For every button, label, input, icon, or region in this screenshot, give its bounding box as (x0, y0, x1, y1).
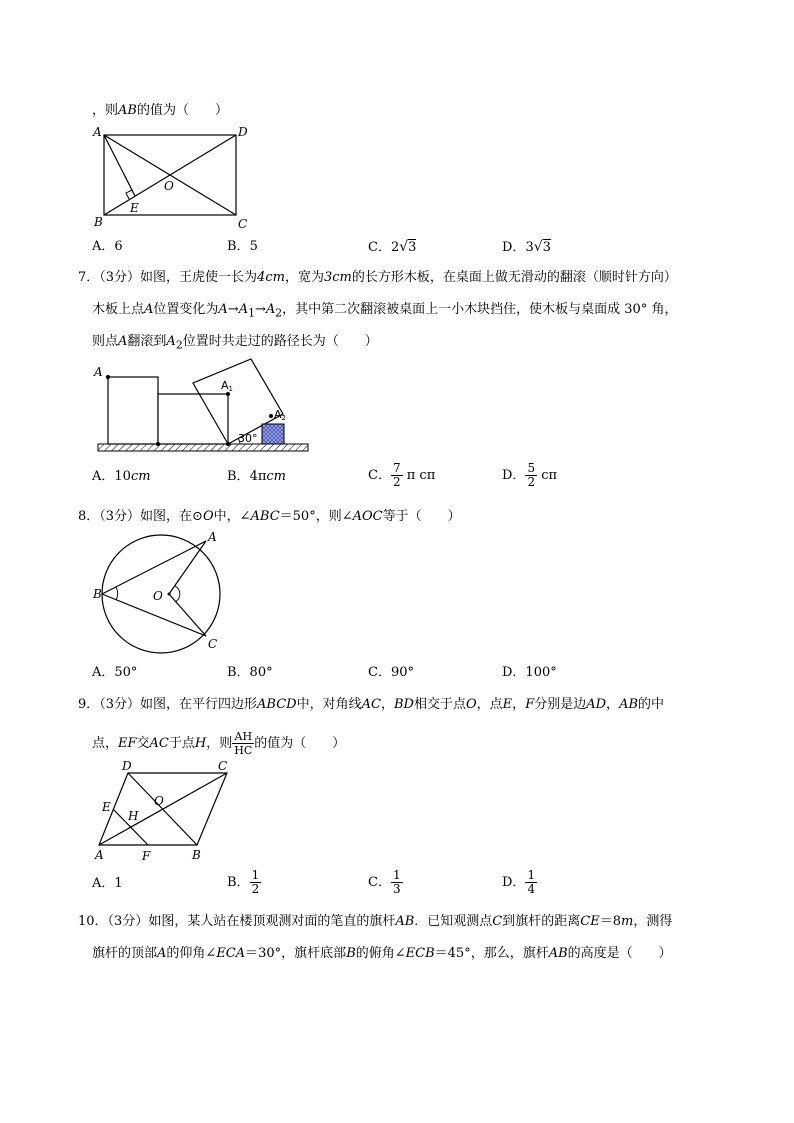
q9-line-1: 9．（3分）如图，在平行四边形ABCD中，对角线AC，BD相交于点O，点E，F分别是边AD，AB的中 (78, 697, 665, 712)
q8-circle-figure (92, 528, 242, 658)
q8-label-C: C (208, 637, 218, 651)
q10-line-1: 10．（3分）如图，某人站在楼顶观测对面的笔直的旗杆AB．已知观测点C到旗杆的距离CE＝8m，测得 (78, 914, 673, 929)
q9-label-E: E (102, 800, 111, 814)
q8-text: 8．（3分）如图，在⊙O中，∠ABC＝50°，则∠AOC等于（ ） (78, 509, 461, 524)
q6-label-B: B (94, 215, 103, 229)
q6-tail-text: ，则AB的值为（ ） (92, 103, 228, 118)
q7-option-b[interactable]: B．4πcm (227, 469, 286, 484)
q6-label-O: O (164, 179, 174, 193)
q9-option-a[interactable]: A．1 (92, 876, 123, 891)
q6-option-d[interactable]: D．3√3 (502, 239, 551, 255)
q9-label-D: D (122, 759, 132, 773)
q7-line-2: 木板上点A位置变化为$A\to A_1\to A_2$，其中第二次翻滚被桌面上一小木块挡住，使木板与桌面成 30° 角， (92, 302, 678, 320)
q9-label-B: B (192, 848, 201, 862)
q6-label-C: C (238, 217, 248, 231)
q7-option-a[interactable]: A．10cm (92, 469, 151, 484)
q7-label-A2: A2 (274, 408, 286, 422)
q7-label-A: A (94, 365, 103, 379)
q9-label-O: O (154, 794, 164, 808)
q8-label-O: O (153, 589, 163, 603)
q9-option-c[interactable]: C． $\frac{1}{3}$ (368, 868, 401, 896)
q6-rectangle-figure (92, 124, 252, 234)
q8-option-d[interactable]: D．100° (502, 665, 557, 680)
q7-line-3: 则点A翻滚到$A_2$位置时共走过的路径长为（ ） (92, 334, 378, 352)
q7-option-d[interactable]: D． $\frac{5}{2}$ cπ (502, 461, 558, 489)
q7-label-A1: A1 (221, 379, 233, 393)
q8-label-B: B (93, 587, 102, 601)
q9-option-d[interactable]: D． $\frac{1}{4}$ (502, 868, 536, 896)
q9-label-H: H (128, 809, 139, 823)
q7-option-c[interactable]: C． $\frac{7}{2}$ π cπ (368, 461, 436, 489)
q6-option-b[interactable]: B．5 (227, 239, 258, 254)
q10-line-2: 旗杆的顶部A的仰角∠ECA＝30°，旗杆底部B的俯角∠ECB＝45°，那么，旗杆AB的高度是（ ） (92, 946, 672, 961)
q9-line-2: 点，EF交AC于点H，则 $\frac{AH}{HC}$ 的值为（ ） (92, 730, 346, 757)
q9-label-C: C (218, 759, 228, 773)
q8-label-A: A (208, 530, 217, 544)
q9-option-b[interactable]: B． $\frac{1}{2}$ (227, 868, 260, 896)
q8-option-b[interactable]: B．80° (227, 665, 273, 680)
q7-rolling-board-figure (92, 364, 322, 454)
q6-option-a[interactable]: A．6 (92, 239, 123, 254)
q6-label-E: E (130, 201, 139, 215)
q6-label-D: D (238, 125, 248, 139)
q9-label-F: F (142, 849, 151, 863)
q7-angle-label: 30° (238, 432, 258, 445)
q7-line-1: 7．（3分）如图，王虎使一长为4cm，宽为3cm的长方形木板，在桌面上做无滑动的翻滚（顺时针方向） (78, 270, 677, 285)
q9-label-A: A (95, 848, 104, 862)
q8-option-a[interactable]: A．50° (92, 665, 138, 680)
q6-option-c[interactable]: C．2√3 (368, 239, 417, 255)
q6-label-A: A (93, 125, 102, 139)
q8-option-c[interactable]: C．90° (368, 665, 414, 680)
q9-parallelogram-figure (92, 758, 242, 868)
